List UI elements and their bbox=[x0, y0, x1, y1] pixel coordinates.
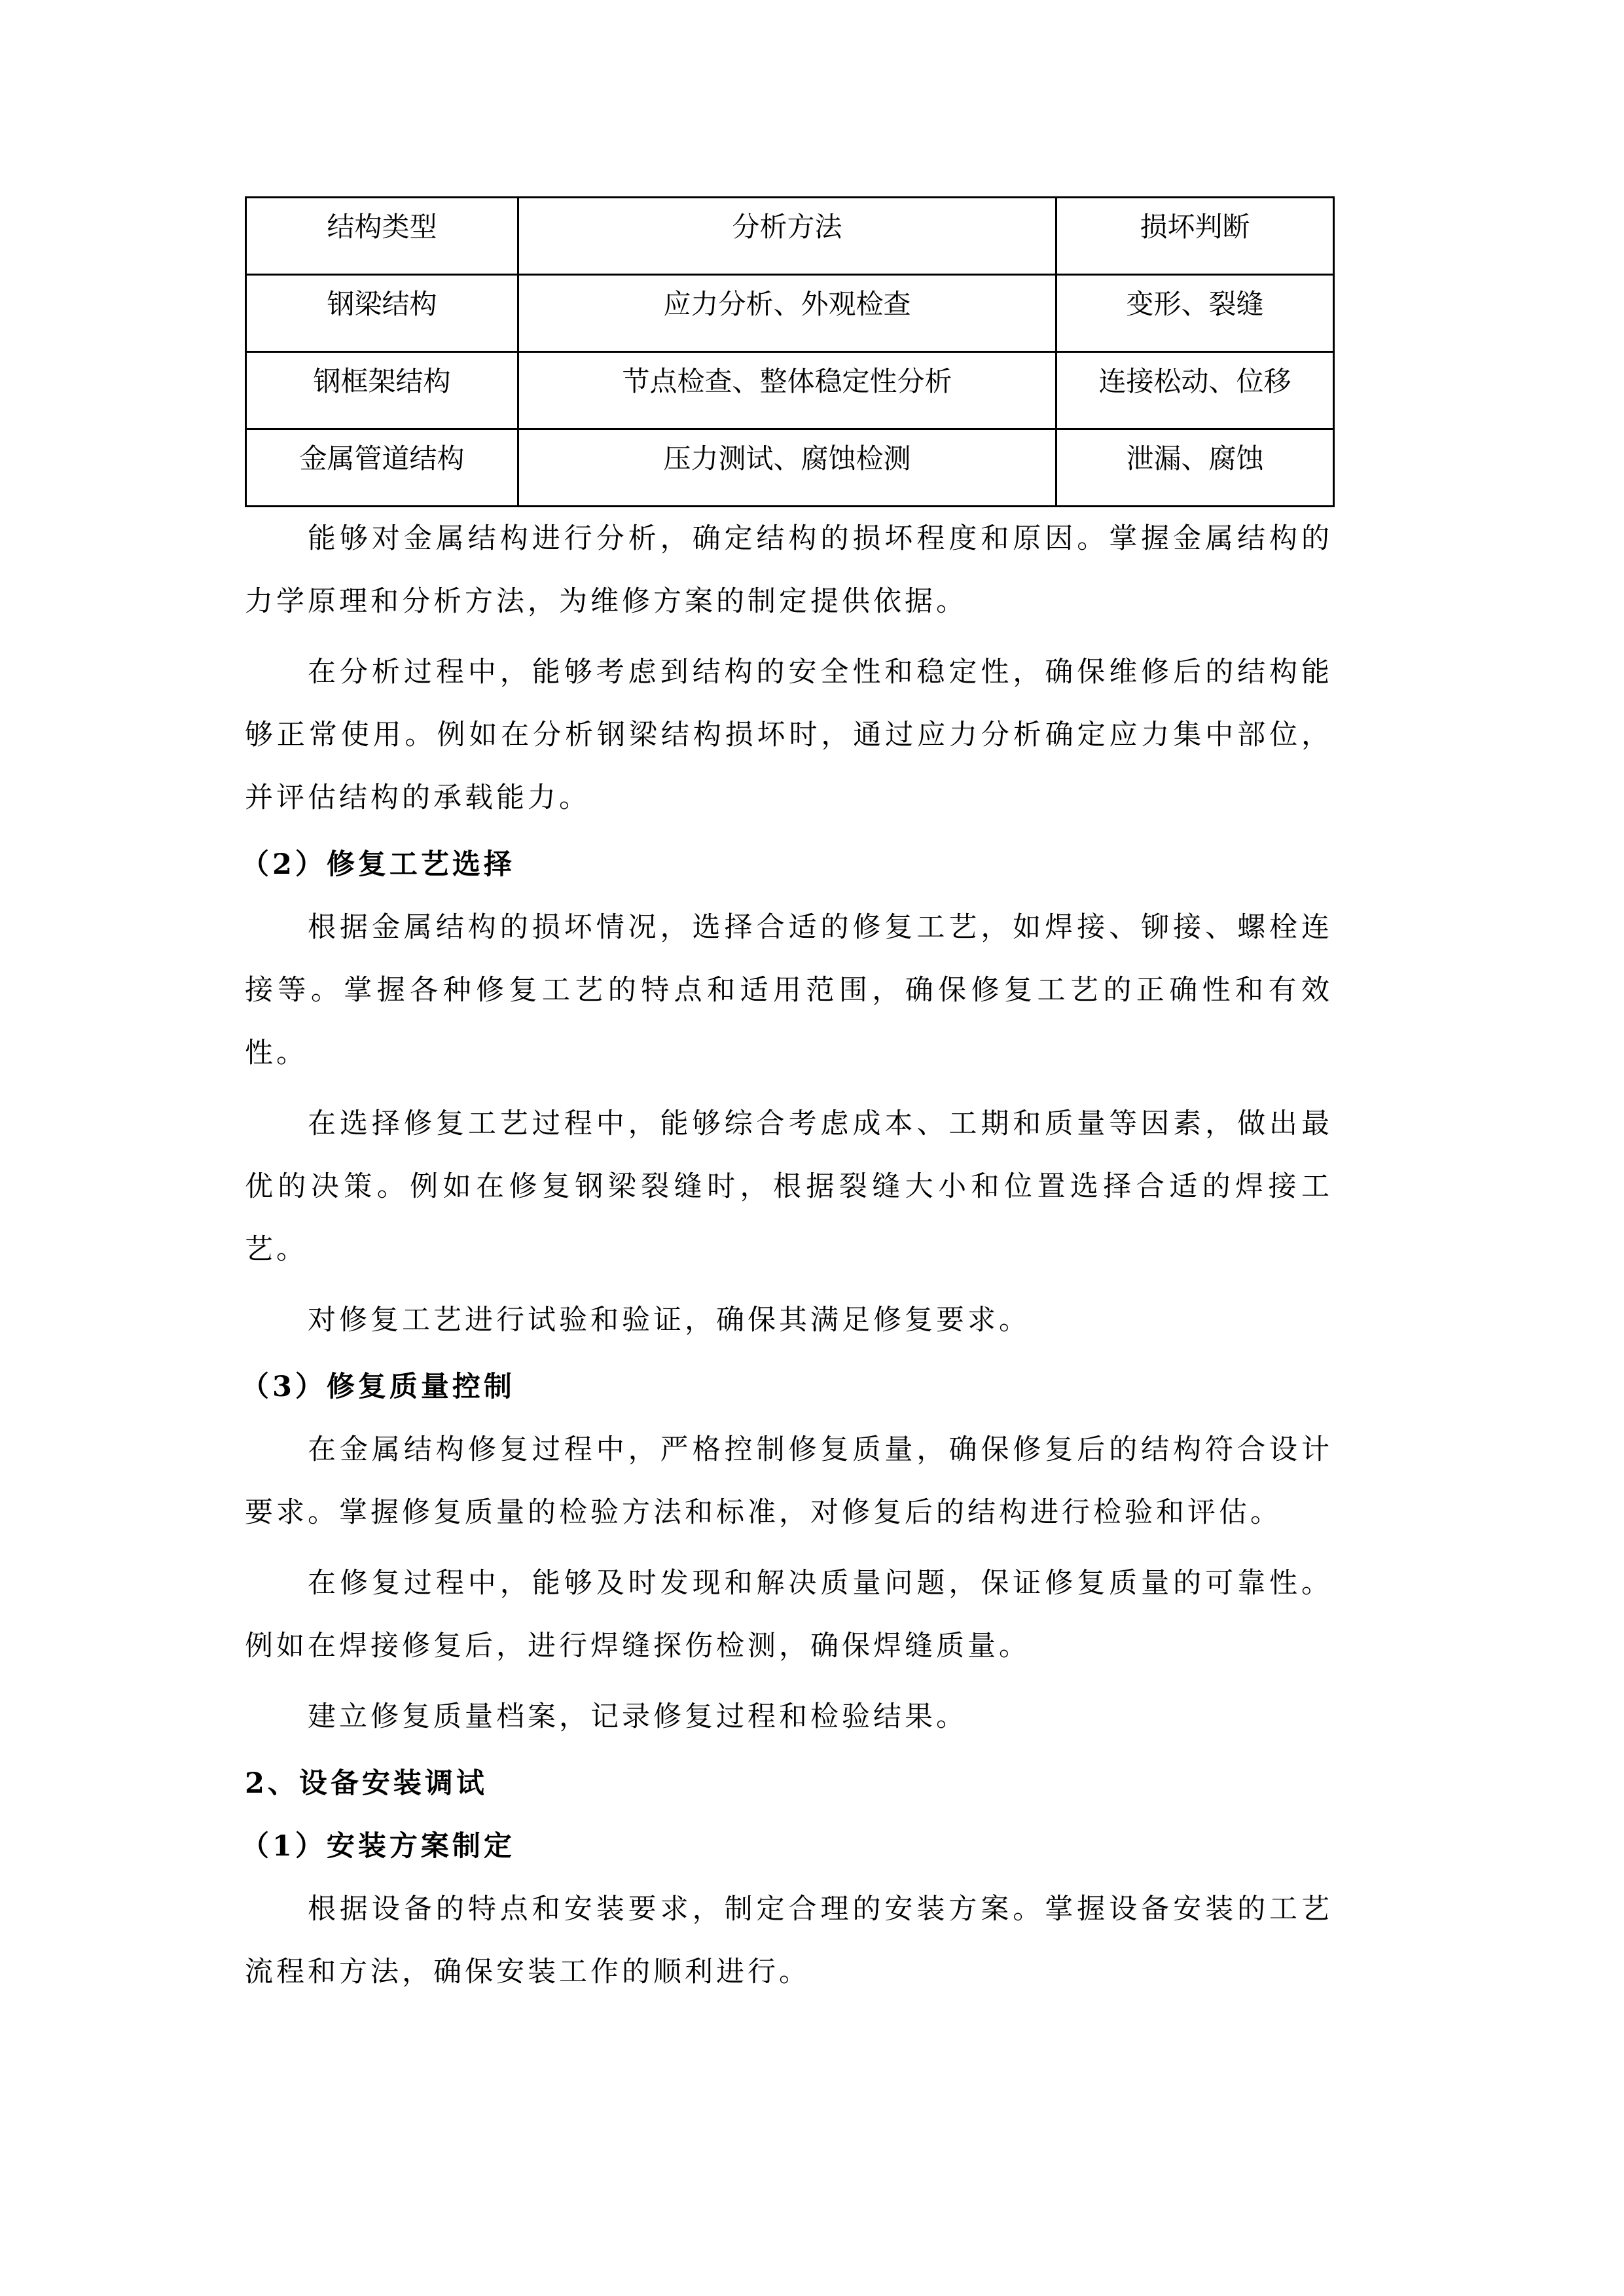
paragraph: 对修复工艺进行试验和验证，确保其满足修复要求。 bbox=[308, 1304, 1030, 1336]
table-cell: 钢梁结构 bbox=[246, 275, 518, 352]
table-row bbox=[246, 429, 1334, 507]
section-heading: （1）安装方案制定 bbox=[241, 1830, 515, 1863]
table-header-cell: 分析方法 bbox=[518, 198, 1056, 275]
table-cell: 节点检查、整体稳定性分析 bbox=[518, 352, 1056, 429]
table-cell: 压力测试、腐蚀检测 bbox=[518, 429, 1056, 507]
paragraph: 能够对金属结构进行分析，确定结构的损坏程度和原因。掌握金属结构的力学原理和分析方法，为维修方案的制定提供依据。 bbox=[245, 522, 1333, 618]
structure-analysis-table bbox=[245, 196, 1335, 507]
table-cell: 泄漏、腐蚀 bbox=[1056, 429, 1334, 507]
document-body bbox=[241, 507, 1333, 2003]
table-cell: 钢框架结构 bbox=[246, 352, 518, 429]
table-cell: 应力分析、外观检查 bbox=[518, 275, 1056, 352]
paragraph: 在分析过程中，能够考虑到结构的安全性和稳定性，确保维修后的结构能够正常使用。例如在分析钢梁结构损坏时，通过应力分析确定应力集中部位，并评估结构的承载能力。 bbox=[245, 656, 1333, 814]
paragraph: 在选择修复工艺过程中，能够综合考虑成本、工期和质量等因素，做出最优的决策。例如在修复钢梁裂缝时，根据裂缝大小和位置选择合适的焊接工艺。 bbox=[245, 1107, 1333, 1266]
table-row bbox=[246, 352, 1334, 429]
paragraph: 在金属结构修复过程中，严格控制修复质量，确保修复后的结构符合设计要求。掌握修复质量的检验方法和标准，对修复后的结构进行检验和评估。 bbox=[245, 1433, 1333, 1529]
paragraph: 根据设备的特点和安装要求，制定合理的安装方案。掌握设备安装的工艺流程和方法，确保安装工作的顺利进行。 bbox=[245, 1893, 1333, 1988]
table-cell: 金属管道结构 bbox=[246, 429, 518, 507]
chapter-equipment-installation bbox=[241, 1752, 1333, 2003]
paragraph: 在修复过程中，能够及时发现和解决质量问题，保证修复质量的可靠性。例如在焊接修复后，进行焊缝探伤检测，确保焊缝质量。 bbox=[245, 1567, 1333, 1662]
section-quality-control bbox=[241, 1355, 1333, 1748]
table-header-cell: 损坏判断 bbox=[1056, 198, 1334, 275]
table-row bbox=[246, 275, 1334, 352]
table-header-cell: 结构类型 bbox=[246, 198, 518, 275]
document-page bbox=[241, 196, 1333, 2003]
table-header-row bbox=[246, 198, 1334, 275]
table-cell: 连接松动、位移 bbox=[1056, 352, 1334, 429]
paragraph: 建立修复质量档案，记录修复过程和检验结果。 bbox=[308, 1700, 967, 1733]
section-repair-process bbox=[241, 833, 1333, 1352]
section-analysis bbox=[245, 507, 1333, 829]
section-heading: （3）修复质量控制 bbox=[241, 1371, 515, 1403]
section-heading: （2）修复工艺选择 bbox=[241, 848, 515, 881]
paragraph: 根据金属结构的损坏情况，选择合适的修复工艺，如焊接、铆接、螺栓连接等。掌握各种修复工艺的特点和适用范围，确保修复工艺的正确性和有效性。 bbox=[245, 911, 1333, 1069]
table-cell: 变形、裂缝 bbox=[1056, 275, 1334, 352]
chapter-heading: 2、设备安装调试 bbox=[245, 1767, 488, 1800]
